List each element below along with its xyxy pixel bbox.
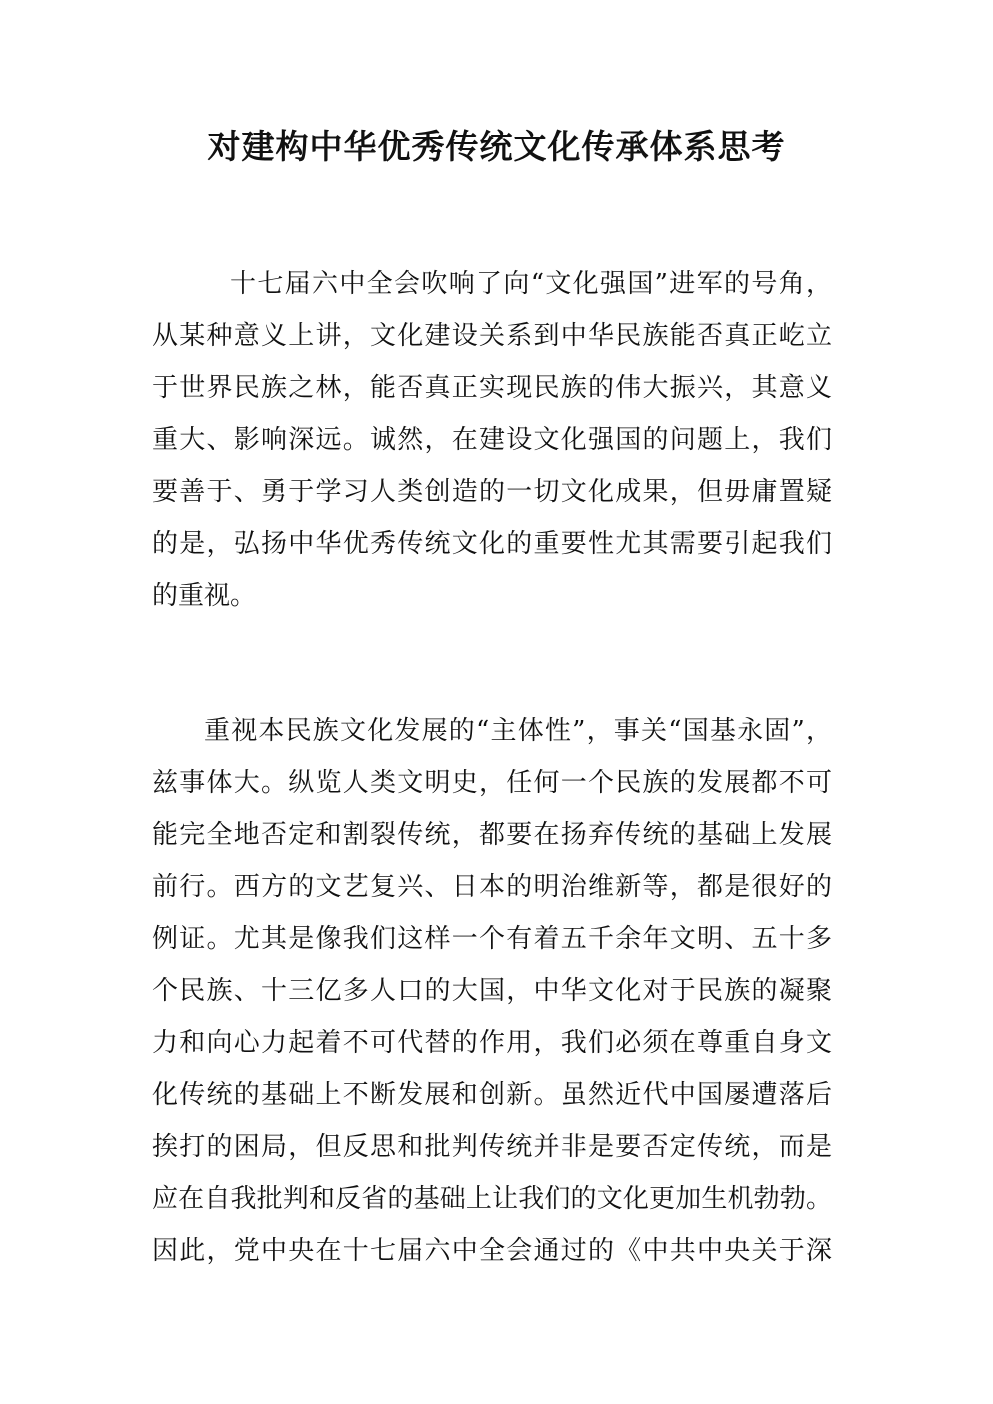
paragraph-line: 要善于、勇于学习人类创造的一切文化成果，但毋庸置疑	[152, 477, 832, 507]
paragraph-2	[152, 705, 832, 1277]
paragraph-line: 重大、影响深远。诚然，在建设文化强国的问题上，我们	[152, 425, 832, 455]
paragraph-line: 的重视。	[152, 581, 257, 611]
paragraph-line: 的是，弘扬中华优秀传统文化的重要性尤其需要引起我们	[152, 529, 832, 559]
paragraph-line: 前行。西方的文艺复兴、日本的明治维新等，都是很好的	[152, 872, 832, 902]
paragraph-line: 从某种意义上讲，文化建设关系到中华民族能否真正屹立	[152, 321, 832, 351]
paragraph-line: 能完全地否定和割裂传统，都要在扬弃传统的基础上发展	[152, 820, 832, 850]
paragraph-line: 十七届六中全会吹响了向“文化强国”进军的号角，	[230, 269, 832, 299]
paragraph-line: 力和向心力起着不可代替的作用，我们必须在尊重自身文	[152, 1028, 832, 1058]
document-title: 对建构中华优秀传统文化传承体系思考	[207, 127, 786, 166]
paragraph-line: 重视本民族文化发展的“主体性”，事关“国基永固”，	[204, 716, 832, 746]
paragraph-1	[152, 258, 832, 622]
paragraph-line: 于世界民族之林，能否真正实现民族的伟大振兴，其意义	[152, 373, 832, 403]
paragraph-line: 应在自我批判和反省的基础上让我们的文化更加生机勃勃。	[152, 1184, 832, 1214]
paragraph-line: 因此，党中央在十七届六中全会通过的《中共中央关于深	[152, 1236, 832, 1266]
paragraph-line: 例证。尤其是像我们这样一个有着五千余年文明、五十多	[152, 924, 832, 954]
paragraph-line: 化传统的基础上不断发展和创新。虽然近代中国屡遭落后	[152, 1080, 832, 1110]
paragraph-line: 兹事体大。纵览人类文明史，任何一个民族的发展都不可	[152, 768, 832, 798]
paragraph-line: 挨打的困局，但反思和批判传统并非是要否定传统，而是	[152, 1132, 832, 1162]
paragraph-line: 个民族、十三亿多人口的大国，中华文化对于民族的凝聚	[152, 976, 832, 1006]
